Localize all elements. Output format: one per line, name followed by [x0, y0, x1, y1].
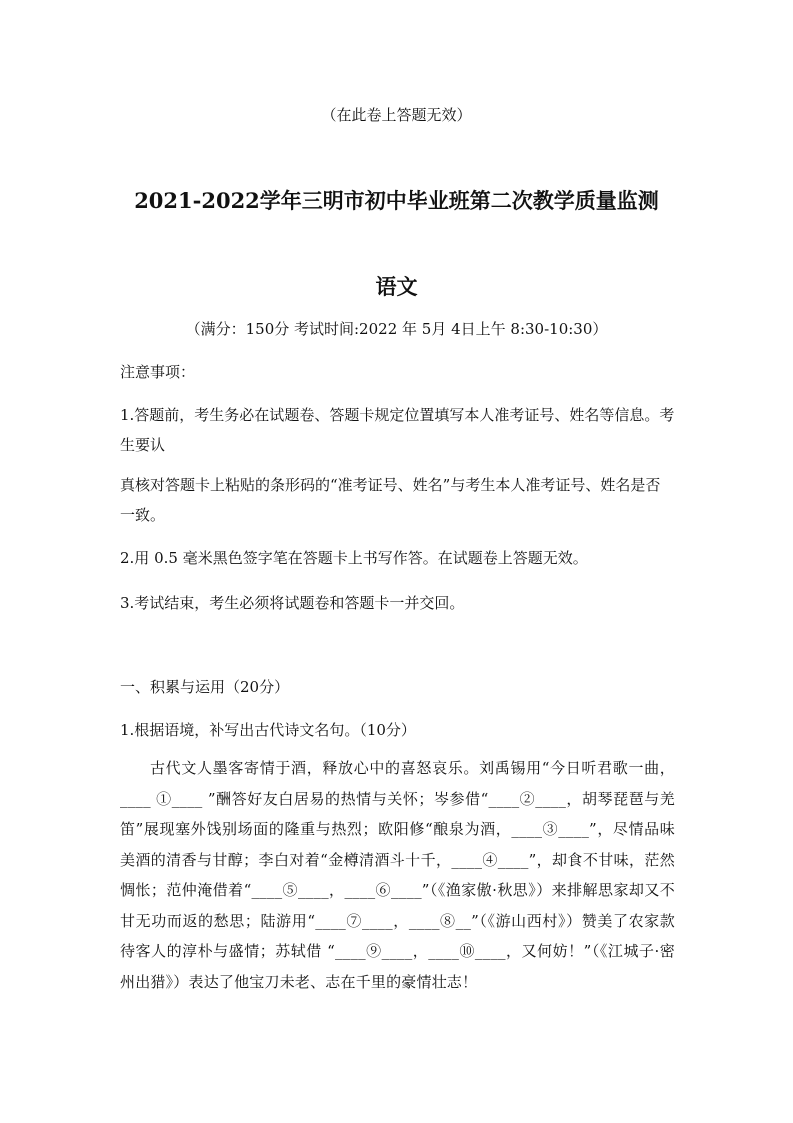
invalid-answer-notice: （在此卷上答题无效）: [321, 106, 472, 124]
note-item-2: 2.用 0.5 毫米黑色签字笔在答题卡上书写作答。在试题卷上答题无效。: [120, 549, 588, 567]
note-item-1a: 1.答题前，考生务必在试题卷、答题卡规定位置填写本人准考证号、姓名等信息。考生要认: [120, 406, 675, 454]
note-item-1b: 真核对答题卡上粘贴的条形码的“准考证号、姓名”与考生本人准考证号、姓名是否一致。: [120, 476, 661, 524]
exam-title: 2021-2022学年三明市初中毕业班第二次教学质量监测: [134, 188, 659, 213]
note-item-3: 3.考试结束，考生必须将试题卷和答题卡一并交回。: [120, 594, 465, 612]
question-1-paragraph: 古代文人墨客寄情于酒，释放心中的喜怒哀乐。刘禹锡用“今日听君歌一曲，____ ①____ ”酬答好友白居易的热情与关怀；岑参借“____②____，胡琴琵琶与羌笛”展现塞外饯别场面的隆重与热烈；欧阳修“酿泉为酒，____③____”，尽情品味美酒的清香与甘醇；李白对着“金樽清酒斗十千，____④____”，却食不甘味，茫然惆怅；范仲淹借着“____⑤____，____⑥____”（《渔家傲·秋思》）来排解思家却又不甘无功而返的愁思；陆游用“____⑦____，____⑧__”（《游山西村》）赞美了农家款待客人的淳朴与盛情；苏轼借 “____⑨____，____⑩____，又何妨！”（《江城子·密州出猎》）表达了他宝刀未老、志在千里的豪情壮志！: [120, 759, 675, 991]
question-1: 1.根据语境，补写出古代诗文名句。（10分）: [120, 721, 416, 739]
exam-meta: （满分：150分 考试时间:2022 年 5月 4日上午 8:30-10:30）: [185, 320, 608, 338]
notes-heading: 注意事项：: [120, 363, 196, 381]
section-heading: 一、积累与运用（20分）: [120, 678, 290, 696]
subject-title: 语文: [375, 274, 418, 299]
